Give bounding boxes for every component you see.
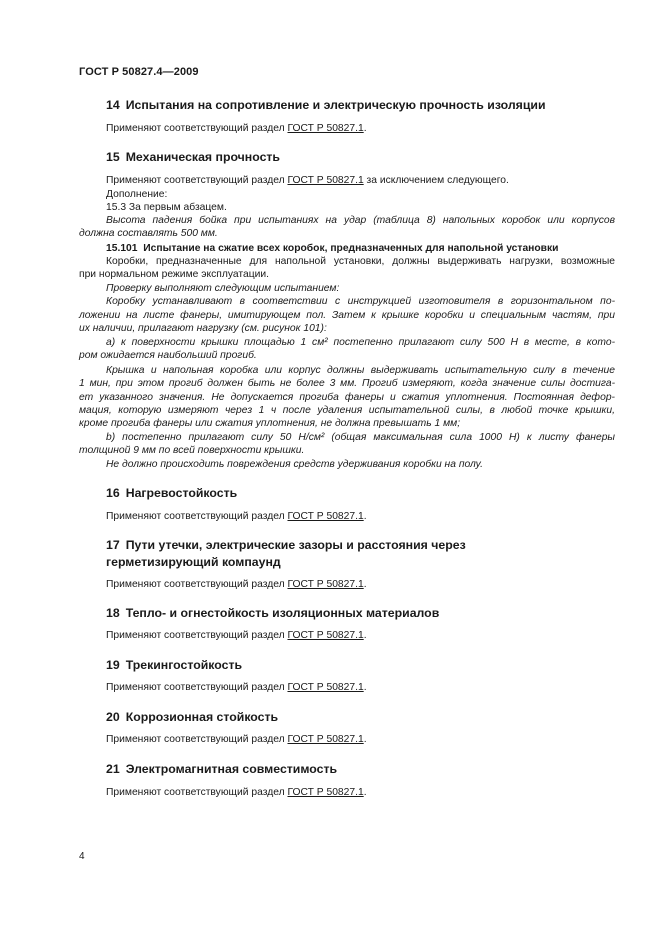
standard-reference-link[interactable]: ГОСТ Р 50827.1 <box>287 630 364 641</box>
item-b-line-1: b) постепенно прилагают силу 50 Н/см² (общая максимальная сила 1000 Н) к листу фанеры <box>106 432 615 443</box>
section-title: Механическая прочность <box>125 150 280 164</box>
standard-reference-link[interactable]: ГОСТ Р 50827.1 <box>287 511 364 522</box>
para-2: Проверку выполняют следующим испытанием: <box>106 283 340 294</box>
section-title-line-1: Пути утечки, электрические зазоры и расстояния через <box>125 538 466 552</box>
section-title: Тепло- и огнестойкость изоляционных материалов <box>125 606 440 620</box>
section-title: Электромагнитная совместимость <box>125 762 338 776</box>
item-a-line-2: ром ожидается наибольший прогиб. <box>79 350 257 361</box>
section-title: Коррозионная стойкость <box>125 710 279 724</box>
section-15-text <box>106 175 509 186</box>
period: . <box>363 682 367 693</box>
section-16-text <box>106 511 367 522</box>
para-4-line-5: кроме прогиба фанеры или сжатия уплотнения, не должна превышать 1 мм; <box>79 418 461 429</box>
apply-text: Применяют соответствующий раздел <box>106 630 288 641</box>
item-b-line-2: толщиной 9 мм по всей поверхности крышки. <box>79 445 305 456</box>
para-1-line-2: при нормальном режиме эксплуатации. <box>79 269 269 280</box>
section-number: 15 <box>106 150 120 164</box>
section-16-heading <box>106 486 237 500</box>
document-header: ГОСТ Р 50827.4—2009 <box>79 66 199 78</box>
section-number: 18 <box>106 606 120 620</box>
standard-reference-link[interactable]: ГОСТ Р 50827.1 <box>287 682 364 693</box>
section-19-heading <box>106 658 242 672</box>
section-17-text <box>106 579 367 590</box>
period: . <box>363 734 367 745</box>
standard-reference-link[interactable]: ГОСТ Р 50827.1 <box>287 123 364 134</box>
para-3-line-2: ложении на листе фанеры, имитирующем пол. Затем к крышке коробки и специальным частям, при <box>79 310 615 321</box>
period: . <box>363 630 367 641</box>
section-18-text <box>106 630 367 641</box>
section-14-heading <box>106 98 546 112</box>
section-number: 17 <box>106 538 120 552</box>
apply-text: Применяют соответствующий раздел <box>106 787 288 798</box>
page-number: 4 <box>79 851 85 862</box>
subclause-15-101-heading <box>106 243 559 254</box>
section-18-heading <box>106 606 439 620</box>
para-3-line-1: Коробку устанавливают в соответствии с инструкцией изготовителя в горизонтальном по- <box>106 296 615 307</box>
section-19-text <box>106 682 367 693</box>
period: . <box>363 123 367 134</box>
section-title: Трекингостойкость <box>125 658 243 672</box>
section-number: 14 <box>106 98 120 112</box>
section-number: 16 <box>106 486 120 500</box>
section-15-heading <box>106 150 280 164</box>
addition-label: Дополнение: <box>106 189 168 200</box>
apply-suffix: за исключением следующего. <box>363 175 509 186</box>
period: . <box>363 579 367 590</box>
para-4-line-1: Крышка и напольная коробка или корпус должны выдерживать испытательную силу в течение <box>106 365 615 376</box>
para-4-line-3: ет указанного значения. Не допускается прогиба фанеры и сжатия уплотнения. Постоянная дефор- <box>79 392 615 403</box>
section-20-text <box>106 734 367 745</box>
section-17-heading <box>106 537 466 571</box>
subclause-15-3: 15.3 За первым абзацем. <box>106 202 227 213</box>
standard-reference-link[interactable]: ГОСТ Р 50827.1 <box>287 579 364 590</box>
para-4-line-4: мация, которую измеряют через 1 ч после удаления испытательной силы, в любой точке крышки, <box>79 405 615 416</box>
para-3-line-3: их наличии, прилагают нагрузку (см. рисунок 101): <box>79 323 327 334</box>
apply-text: Применяют соответствующий раздел <box>106 734 288 745</box>
section-21-heading <box>106 762 337 776</box>
section-title-line-2: герметизирующий компаунд <box>106 555 281 569</box>
para-4-line-2: 1 мин, при этом прогиб должен быть не более 3 мм. Прогиб измеряют, когда значение силы достига- <box>79 378 615 389</box>
fall-height-line-2: должна составлять 500 мм. <box>79 228 218 239</box>
section-number: 19 <box>106 658 120 672</box>
item-a-line-1: a) к поверхности крышки площадью 1 см² постепенно прилагают силу 500 Н в месте, в кото- <box>106 337 615 348</box>
apply-text: Применяют соответствующий раздел <box>106 123 288 134</box>
fall-height-line-1: Высота падения бойка при испытаниях на удар (таблица 8) напольных коробок или корпусов <box>106 215 615 226</box>
apply-text: Применяют соответствующий раздел <box>106 175 288 186</box>
para-5: Не должно происходить повреждения средств удерживания коробки на полу. <box>106 459 483 470</box>
period: . <box>363 787 367 798</box>
period: . <box>363 511 367 522</box>
standard-reference-link[interactable]: ГОСТ Р 50827.1 <box>287 175 364 186</box>
section-title: Испытания на сопротивление и электрическую прочность изоляции <box>125 98 546 112</box>
subclause-number: 15.101 <box>106 243 138 254</box>
section-number: 20 <box>106 710 120 724</box>
section-number: 21 <box>106 762 120 776</box>
section-title: Нагревостойкость <box>125 486 238 500</box>
standard-reference-link[interactable]: ГОСТ Р 50827.1 <box>287 787 364 798</box>
standard-reference-link[interactable]: ГОСТ Р 50827.1 <box>287 734 364 745</box>
apply-text: Применяют соответствующий раздел <box>106 511 288 522</box>
subclause-title: Испытание на сжатие всех коробок, предназначенных для напольной установки <box>143 243 559 254</box>
section-21-text <box>106 787 367 798</box>
apply-text: Применяют соответствующий раздел <box>106 682 288 693</box>
section-14-text <box>106 123 367 134</box>
para-1-line-1: Коробки, предназначенные для напольной установки, должны выдерживать нагрузки, возможные <box>106 256 615 267</box>
apply-text: Применяют соответствующий раздел <box>106 579 288 590</box>
section-20-heading <box>106 710 278 724</box>
